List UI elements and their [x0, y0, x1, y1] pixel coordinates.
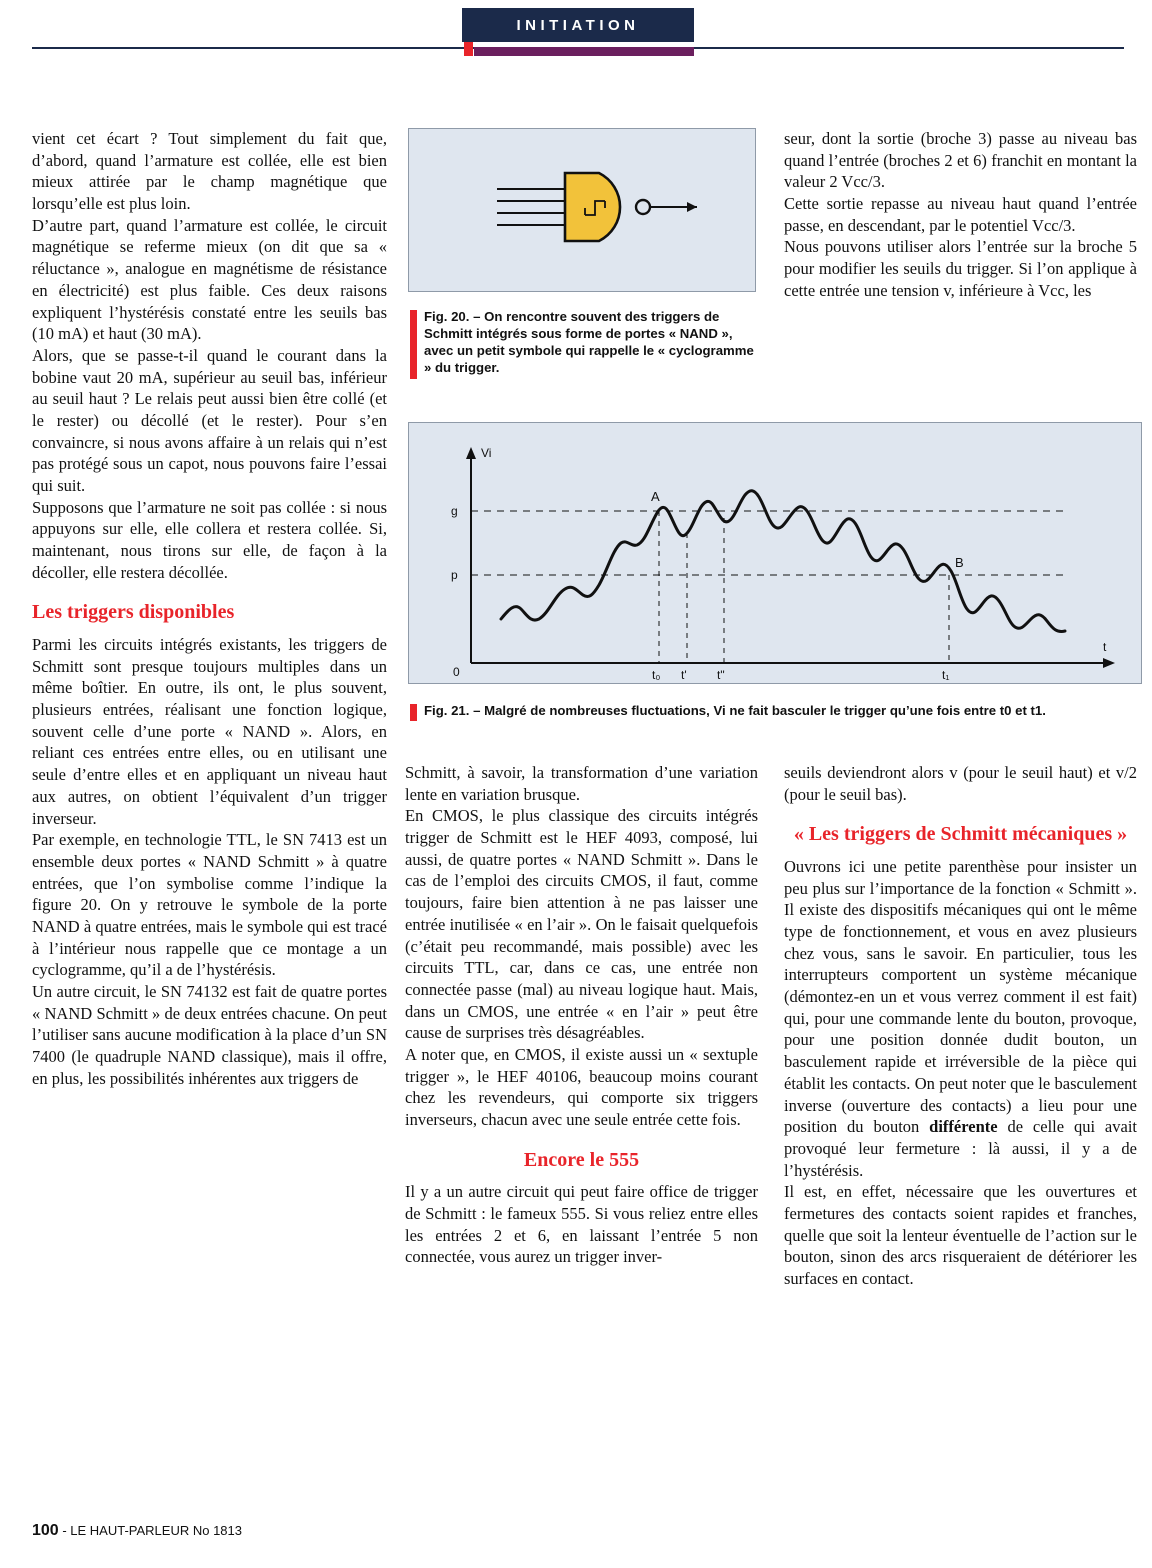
paragraph: vient cet écart ? Tout simplement du fait que, d’abord, quand l’armature est collée, elle est bien mieux attirée par le champ magnétique que lorsqu’elle est plus loin.: [32, 129, 387, 214]
page-number: 100: [32, 1522, 59, 1539]
paragraph: Cette sortie repasse au niveau haut quand l’entrée passe, en descendant, par le potentiel Vcc/3.: [784, 194, 1137, 235]
figure-20-caption: [424, 308, 754, 377]
paragraph: D’autre part, quand l’armature est collée, le circuit magnétique se referme mieux (on dit que sa « réluctance », analogue en magnétisme de résistance en électricité) est plus faible. Ces deux raisons expliquent l’hystérésis constaté entre les seuils bas (10 mA) et haut (30 mA).: [32, 215, 387, 344]
emphasis-differente: différente: [929, 1117, 998, 1137]
column-1-text: [32, 128, 387, 1089]
paragraph: seuils deviendront alors v (pour le seuil haut) et v/2 (pour le seuil bas).: [784, 763, 1137, 804]
paragraph: Alors, que se passe-t-il quand le courant dans la bobine vaut 20 mA, supérieur au seuil bas, inférieur au seuil haut ? Le relais peut aussi bien être collé (et le rester) ou décollé (et le rester). Pour s’en convaincre, si nous avons affaire à un relais qui n’est pas protégé sous un capot, nous pouvons faire l’essai qui suit.: [32, 345, 387, 495]
paragraph: seur, dont la sortie (broche 3) passe au niveau bas quand l’entrée (broches 2 et 6) franchit en montant la valeur 2 Vcc/3.: [784, 129, 1137, 192]
vi-vs-time-waveform-plot: [409, 423, 1142, 684]
paragraph: Schmitt, à savoir, la transformation d’une variation lente en variation brusque.: [405, 763, 758, 804]
x-axis-label: t: [1103, 640, 1107, 654]
page-header: [0, 0, 1152, 62]
threshold-high-label: g: [451, 504, 458, 518]
paragraph: A noter que, en CMOS, il existe aussi un « sextuple trigger », le HEF 40106, beaucoup moins courant chez les revendeurs, qui comporte six triggers inverseurs, chacun avec une seule entrée cette fois.: [405, 1044, 758, 1129]
time-label-t-prime: t': [681, 668, 687, 682]
column-3-text-upper: [784, 128, 1137, 302]
time-label-t-double-prime: t": [717, 668, 725, 682]
paragraph: En CMOS, le plus classique des circuits intégrés trigger de Schmitt est le HEF 4093, composé, lui aussi, de quatre portes « NAND Schmitt ». Dans le cas de l’emploi des circuits CMOS, il faut, comme toujours, faire bien attention à ne pas laisser une entrée inutilisée « en l’air ». On le faisait quelquefois (c’était peu recommandé, mais possible) avec les circuits TTL, car, dans ce cas, une entrée non connectée passe (mal) au niveau logique haut. Mais, dans un CMOS, une entrée « en l’air » peut être cause de surprises très désagréables.: [405, 806, 758, 1043]
threshold-low-label: p: [451, 568, 458, 582]
time-label-t1: t₁: [942, 668, 950, 682]
paragraph: Par exemple, en technologie TTL, le SN 7413 est un ensemble deux portes « NAND Schmitt » à quatre entrées, que l’on symbolise comme l’indique la figure 20. On y retrouve le symbole de la porte NAND à quatre entrées, mais le symbole qui est tracé à l’intérieur nous rappelle que ce montage a un cyclogramme, qu’il a de l’hystérésis.: [32, 830, 387, 980]
figure-20-caption-text: Fig. 20. – On rencontre souvent des triggers de Schmitt intégrés sous forme de portes « NAND », avec un petit symbole qui rappelle le « cyclogramme » du trigger.: [424, 309, 754, 376]
figure-21-image: [408, 422, 1142, 684]
section-heading-encore-le-555: Encore le 555: [523, 1148, 640, 1171]
figure-20-image: [408, 128, 756, 292]
point-label-a: A: [651, 489, 660, 504]
point-label-b: B: [955, 555, 964, 570]
paragraph: Il y a un autre circuit qui peut faire office de trigger de Schmitt : le fameux 555. Si vous reliez entre elles les entrées 2 et 6, en laissant l’entrée 5 non connectée, vous aurez un trigger inver-: [405, 1182, 758, 1267]
origin-label: 0: [453, 665, 460, 679]
header-banner-label: INITIATION: [516, 16, 640, 34]
caption-red-bar: [410, 310, 417, 379]
paragraph-with-bold: [784, 856, 1137, 1181]
nand-schmitt-gate-diagram: [409, 129, 756, 292]
header-purple-bar: [474, 47, 694, 56]
paragraph: Nous pouvons utiliser alors l’entrée sur la broche 5 pour modifier les seuils du trigger. Si l’on applique à cette entrée une tension v, inférieure à Vcc, les: [784, 237, 1137, 300]
publication-name: - LE HAUT-PARLEUR No 1813: [62, 1523, 242, 1538]
section-heading-triggers-mecaniques: « Les triggers de Schmitt mécaniques »: [793, 823, 1128, 846]
figure-21-caption: [424, 702, 1142, 719]
page-footer: [32, 1522, 242, 1540]
paragraph-part-b: de celle qui avait provoqué leur fermeture : là aussi, il y a de l’hystérésis.: [784, 1117, 1137, 1180]
paragraph: Supposons que l’armature ne soit pas collée : si nous appuyons sur elle, elle collera et restera collée. Si, maintenant, nous tirons sur elle, de façon à la décoller, elle restera décollée.: [32, 497, 387, 582]
paragraph-part-a: Ouvrons ici une petite parenthèse pour insister un peu plus sur l’importance de la fonction « Schmitt ». Il existe des dispositifs mécaniques qui ont le même type de fonctionnement, et vous en avez plusieurs chez vous, sans le savoir. En particulier, tous les interrupteurs comportent un système mécanique (démontez-en un et vous verrez comment il est fait) qui, pour une commande lente du bouton, provoque, pour une position donnée dudit bouton, un basculement rapide et irréversible de la pièce qui établit les contacts. On peut noter que le basculement inverse (ouverture des contacts) a lieu pour une position du bouton: [784, 856, 1137, 1137]
caption-red-bar: [410, 704, 417, 721]
column-3-text-lower: [784, 762, 1137, 1290]
y-axis-label: Vi: [481, 446, 492, 460]
paragraph: Un autre circuit, le SN 74132 est fait de quatre portes « NAND Schmitt » de deux entrées chacune. On peut l’utiliser sans aucune modification à la place d’un SN 7400 (le quadruple NAND classique), mais il offre, en plus, les possibilités inhérentes aux triggers de: [32, 982, 387, 1088]
waveform-path: [501, 491, 1065, 632]
time-label-t0: t₀: [652, 668, 661, 682]
section-heading-triggers-disponibles: Les triggers disponibles: [32, 601, 235, 624]
paragraph: Parmi les circuits intégrés existants, les triggers de Schmitt sont presque toujours multiples dans un même boîtier. En outre, ils ont, le plus souvent, plusieurs entrées, réalisant une fonction logique, souvent celle d’une porte « NAND ». Alors, en reliant ces entrées entre elles, ou en utilisant une seule d’entre elles et en appliquant un niveau haut aux autres, on obtient l’équivalent d’un trigger inverseur.: [32, 635, 387, 828]
figure-21-caption-text: Fig. 21. – Malgré de nombreuses fluctuations, Vi ne fait basculer le trigger qu’une fois entre t0 et t1.: [424, 703, 1046, 718]
header-banner: [462, 8, 694, 42]
column-2-text: [405, 762, 758, 1268]
paragraph: Il est, en effet, nécessaire que les ouvertures et fermetures des contacts soient rapides et franches, quelle que soit la lenteur éventuelle de l’action sur le bouton, sinon des arcs risqueraient de détériorer les surfaces en contact.: [784, 1182, 1137, 1289]
